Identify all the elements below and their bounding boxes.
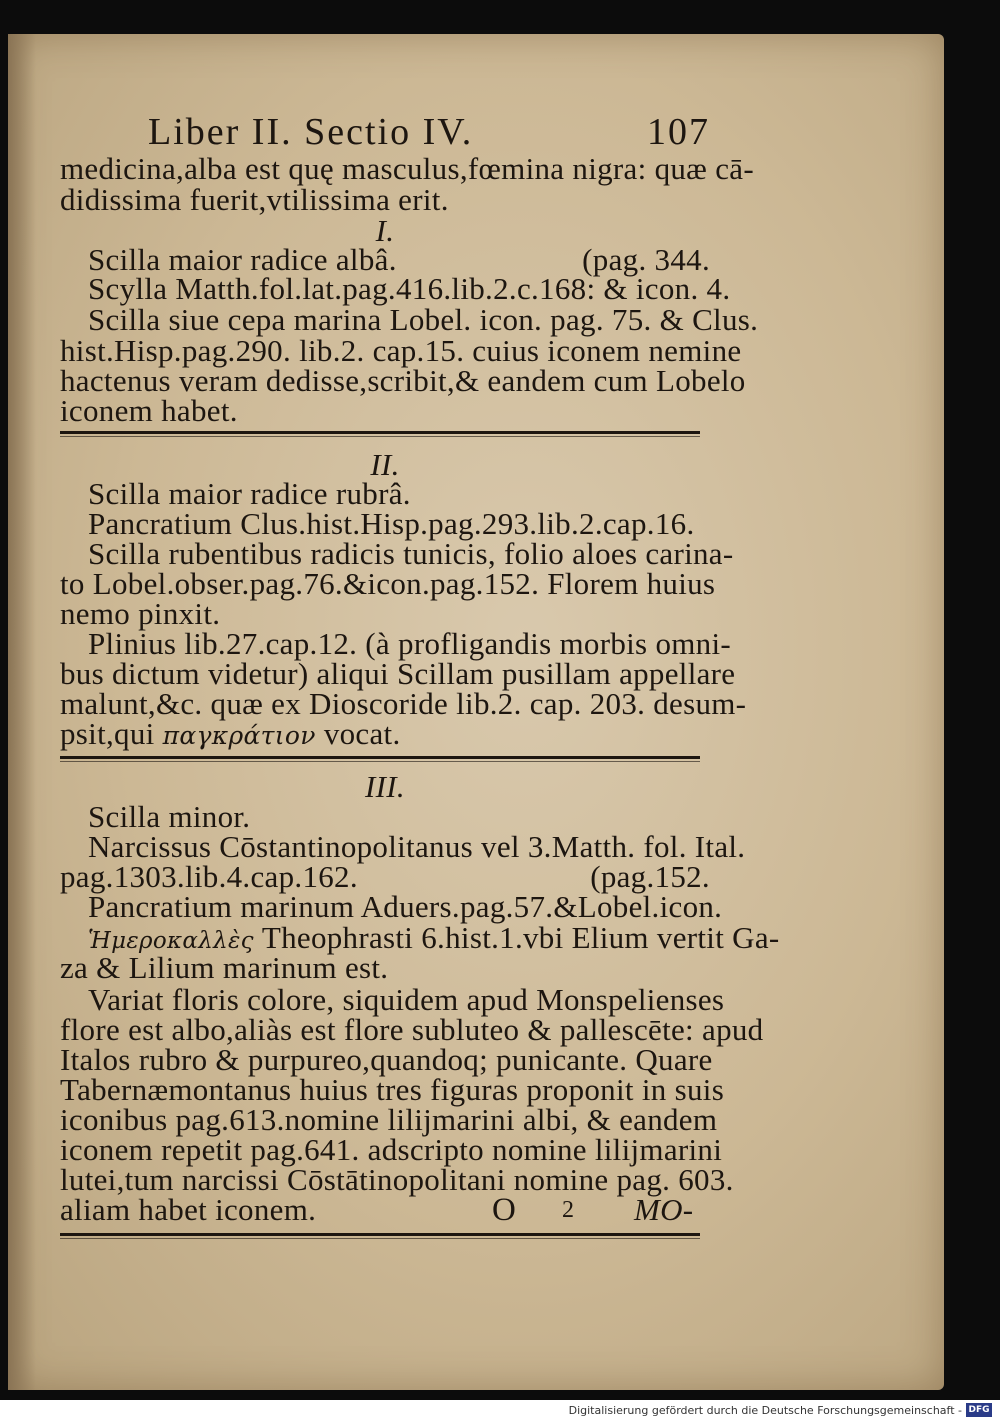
section-2-line: Plinius lib.27.cap.12. (à profligandis morbis omni- — [88, 626, 731, 661]
section-2-line: Scilla rubentibus radicis tunicis, folio aloes carina- — [88, 536, 734, 571]
signature-mark: O — [492, 1192, 517, 1228]
section-2-line — [60, 717, 710, 753]
catchword: MO- — [634, 1192, 694, 1227]
section-1-line: iconem habet. — [60, 393, 238, 428]
bottom-rule — [60, 1233, 700, 1236]
section-3-line: Pancratium marinum Aduers.pag.57.&Lobel.icon. — [88, 889, 723, 924]
footer-credit: Digitalisierung gefördert durch die Deutsche Forschungsgemeinschaft - — [568, 1404, 962, 1417]
section-2-line: malunt,&c. quæ ex Dioscoride lib.2. cap. 203. desum- — [60, 686, 747, 721]
section-3-line: Variat floris colore, siquidem apud Monspelienses — [88, 982, 725, 1017]
section-1-heading-ref: (pag. 344. — [582, 242, 710, 277]
section-divider — [60, 756, 700, 759]
section-3-heading: Scilla minor. — [88, 799, 251, 834]
running-head — [148, 110, 710, 154]
section-1-line: Scylla Matth.fol.lat.pag.416.lib.2.c.168: & icon. 4. — [88, 271, 731, 306]
section-3-line: iconem repetit pag.641. adscripto nomine lilijmarini — [60, 1132, 723, 1167]
section-3-line-ref: (pag.152. — [590, 859, 710, 894]
running-head-title: Liber II. Sectio IV. — [148, 111, 474, 153]
section-1-line: Scilla siue cepa marina Lobel. icon. pag. 75. & Clus. — [88, 302, 759, 337]
section-3-line: flore est albo,aliàs est flore subluteo & pallescēte: apud — [60, 1012, 764, 1047]
section-3-line-rest: Theophrasti 6.hist.1.vbi Elium vertit Ga- — [261, 920, 780, 955]
section-1-line: hist.Hisp.pag.290. lib.2. cap.15. cuius iconem nemine — [60, 333, 742, 368]
dfg-logo-icon: DFG — [966, 1403, 992, 1417]
intro-line: medicina,alba est quę masculus,fœmina nigra: quæ cā- — [60, 151, 754, 186]
section-1-line: hactenus veram dedisse,scribit,& eandem cum Lobelo — [60, 363, 746, 398]
section-3-line: iconibus pag.613.nomine lilijmarini albi, & eandem — [60, 1102, 718, 1137]
section-2-heading: Scilla maior radice rubrâ. — [88, 476, 411, 511]
section-2-line-end: vocat. — [323, 716, 401, 751]
section-3-line: lutei,tum narcissi Cōstātinopolitani nomine pag. 603. — [60, 1162, 734, 1197]
section-3-line: Tabernæmontanus huius tres figuras proponit in suis — [60, 1072, 725, 1107]
page-number: 107 — [647, 111, 710, 153]
section-3-line: Narcissus Cōstantinopolitanus vel 3.Matth. fol. Ital. — [88, 829, 746, 864]
greek-word: παγκράτιον — [162, 721, 316, 750]
section-numeral-2: II. — [370, 447, 400, 482]
section-numeral-1: I. — [375, 213, 395, 248]
section-3-line: Italos rubro & purpureo,quandoq; punicante. Quare — [60, 1042, 713, 1077]
section-3-line: pag.1303.lib.4.cap.162. — [60, 859, 358, 894]
section-numeral-3: III. — [365, 769, 405, 804]
greek-word: Ἡμεροκαλλὲς — [88, 928, 254, 954]
signature-number: 2 — [562, 1197, 575, 1223]
section-2-line: nemo pinxit. — [60, 596, 221, 631]
section-2-line: bus dictum videtur) aliqui Scillam pusillam appellare — [60, 656, 736, 691]
section-1-heading: Scilla maior radice albâ. — [88, 242, 397, 277]
section-3-line: aliam habet iconem. — [60, 1192, 317, 1227]
section-2-line: to Lobel.obser.pag.76.&icon.pag.152. Florem huius — [60, 566, 716, 601]
footer-bar — [0, 1400, 1000, 1423]
section-2-line: Pancratium Clus.hist.Hisp.pag.293.lib.2.cap.16. — [88, 506, 695, 541]
section-divider — [60, 431, 700, 434]
section-3-line: za & Lilium marinum est. — [60, 950, 389, 985]
section-2-line-start: psit,qui — [60, 716, 155, 751]
intro-line: didissima fuerit,vtilissima erit. — [60, 182, 449, 217]
